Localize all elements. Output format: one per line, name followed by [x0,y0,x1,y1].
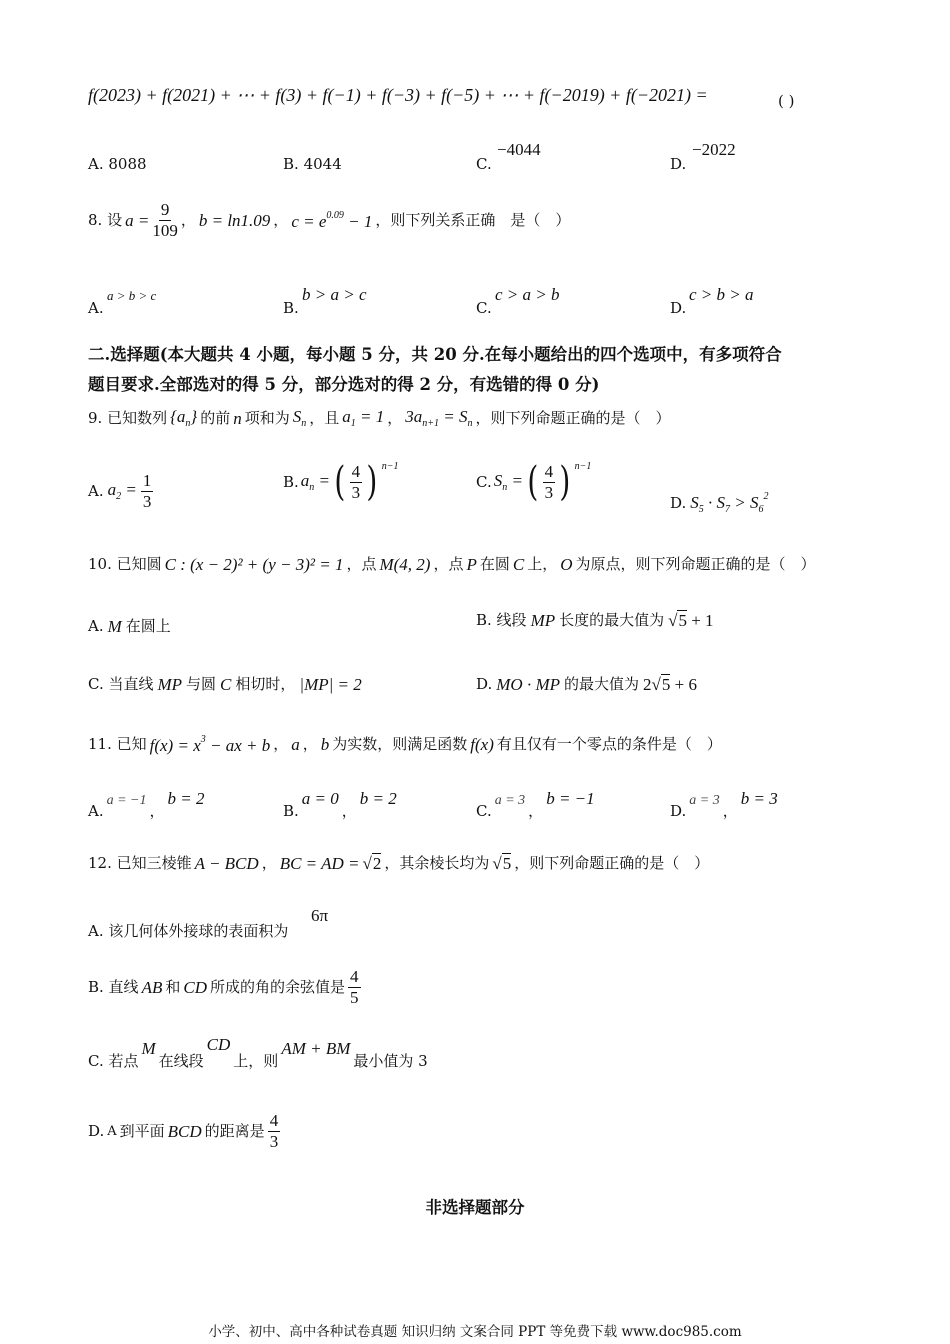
q9-option-b: B. $a_n$ = ( $\frac{4}{3}$ ) n−1 [283,459,399,505]
q8-option-d-value: c > b > a [689,285,754,304]
q12-option-d: D. A 到平面 BCD 的距离是 $\frac{4}{3}$ [88,1111,279,1151]
q7-option-a: A. 8088 [88,155,147,173]
q12-option-c: C. 若点 M 在线段 CD 上，则 AM + BM 最小值为 3 [88,1035,428,1070]
page-footer: 小学、初中、高中各种试卷真题 知识归纳 文案合同 PPT 等免费下载 www.doc985.com [208,1324,742,1340]
q7-expression: f(2023) + f(2021) + ⋯ + f(3) + f(−1) + f(−3) + f(−5) + ⋯ + f(−2019) + f(−2021) = [88,85,708,105]
q10-option-a: A. M 在圆上 [88,617,171,636]
q8-option-d-label: D. [670,299,687,317]
q8-stem: 8. 设 a = $\frac{9}{109}$ ， b = ln1.09 ， $c = e^{0.09} - 1$ ，则下列关系正确 是（ ） [88,200,571,240]
q10-option-b: B. 线段 MP 长度的最大值为 √5 + 1 [476,611,714,630]
q7-option-d-label: D. [670,155,687,173]
q8-a-fraction: $\frac{9}{109}$ [152,200,178,240]
section2-header-line2: 题目要求.全部选对的得 5 分，部分选对的得 2 分，有选错的得 0 分) [88,375,600,394]
q11-option-c: C. a = 3 ， b = −1 [476,789,595,820]
q9-option-a: A. $a_2$ = $\frac{1}{3}$ [88,471,152,511]
q8-option-a-value: a > b > c [107,288,157,303]
q11-option-a: A. a = −1 ， b = 2 [88,789,205,820]
q11-option-d: D. a = 3 ， b = 3 [670,789,778,820]
q7-option-c-value: −4044 [497,140,541,159]
q8-option-c-label: C. [476,299,492,317]
q12-option-b: B. 直线 AB 和 CD 所成的角的余弦值是 $\frac{4}{5}$ [88,967,359,1007]
q8-option-b-value: b > a > c [302,285,367,304]
q7-answer-blank: ( ) [778,92,795,110]
q7-option-c-label: C. [476,155,492,173]
q9-option-d: D. $S_5 \cdot S_7 > S_6^2$ [670,491,769,515]
q11-stem: 11. 已知 $f(x) = x^3$ − ax + b ， a ， b 为实数，则满足函数 f(x) 有且仅有一个零点的条件是（ ） [88,734,722,755]
q7-option-d-value: −2022 [692,140,736,159]
q11-option-b: B. a = 0 ， b = 2 [283,789,397,820]
q10-option-d: D. MO · MP 的最大值为 2√5 + 6 [476,675,697,694]
q8-option-b-label: B. [283,299,299,317]
q10-stem: 10. 已知圆 C : (x − 2)² + (y − 3)² = 1 ，点 M(4, 2) ，点 P 在圆 C 上， O 为原点，则下列命题正确的是（ ） [88,555,816,574]
q12-option-a-value: 6π [311,906,329,925]
section2-header-line1: 二.选择题(本大题共 4 小题，每小题 5 分，共 20 分.在每小题给出的四个选项中，有多项符合 [88,345,782,364]
q8-option-c-value: c > a > b [495,285,560,304]
q12-option-a-text: A. 该几何体外接球的表面积为 [88,922,289,940]
q9-stem: 9. 已知数列 $\{a_n\}$ 的前 n 项和为 $S_n$ ，且 $a_1 = 1$ ， $3a_{n+1} = S_n$ ，则下列命题正确的是（ ） [88,407,671,429]
q12-stem: 12. 已知三棱锥 A − BCD ， BC = AD = √2 ，其余棱长均为 √5 ，则下列命题正确的是（ ） [88,854,710,873]
q9-option-c: C. $S_n$ = ( $\frac{4}{3}$ ) n−1 [476,459,592,505]
q7-option-b: B. 4044 [283,155,342,173]
q8-option-a-label: A. [88,299,104,317]
q10-option-c: C. 当直线 MP 与圆 C 相切时， |MP| = 2 [88,675,362,694]
section3-title: 非选择题部分 [425,1198,525,1217]
